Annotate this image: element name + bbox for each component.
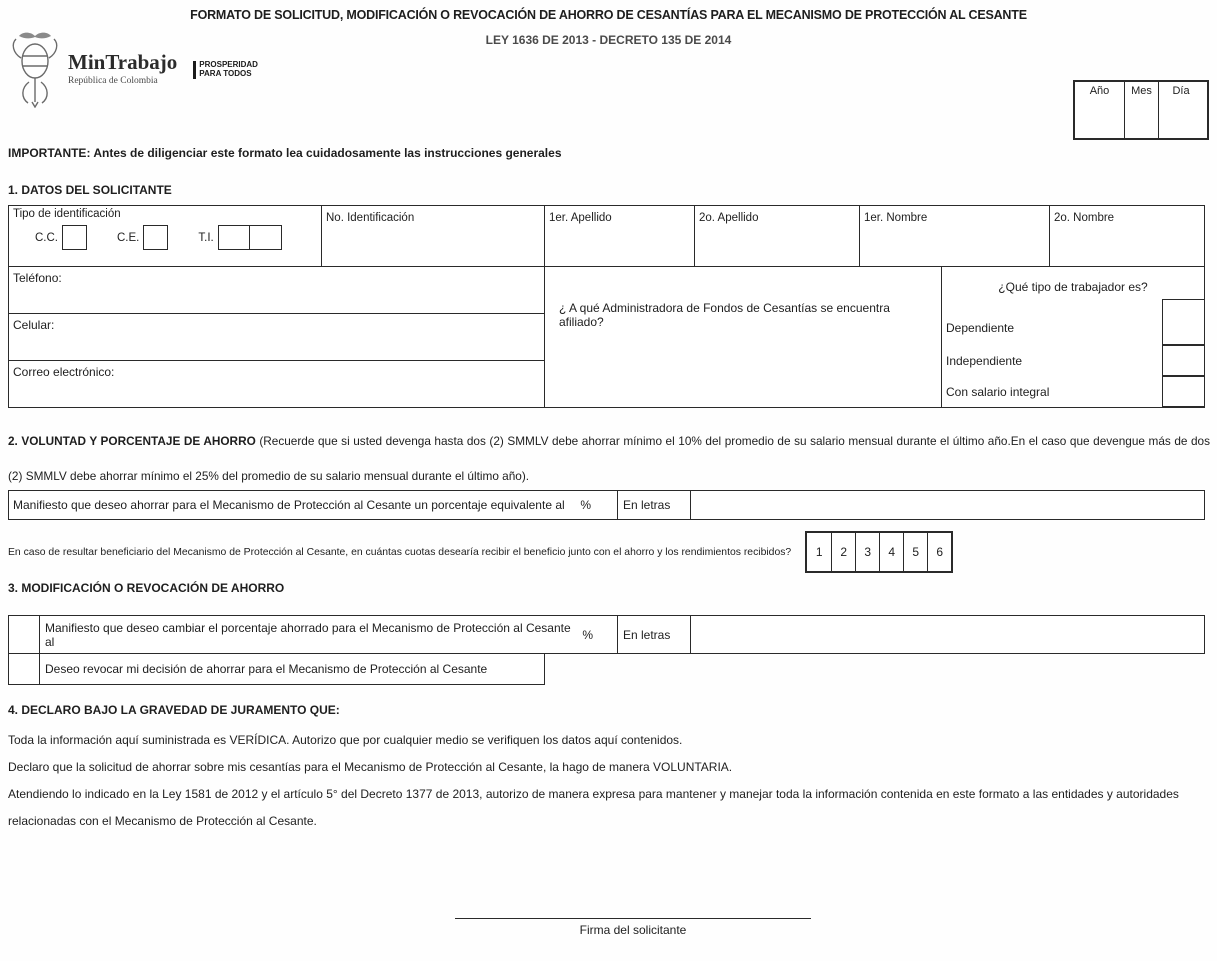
ti-checkbox-2[interactable] [249,225,282,250]
form-subtitle: LEY 1636 DE 2013 - DECRETO 135 DE 2014 [485,33,732,47]
in-letters-label: En letras [623,498,671,512]
mintrabajo-logo [8,28,258,108]
declaration-section [8,703,1210,835]
modify-statement: Manifiesto que deseo cambiar el porcentaje ahorrado para el Mecanismo de Protección al Cesante al [45,620,571,649]
worker-type-row-independiente [942,345,1204,376]
date-year-cell[interactable] [1075,82,1124,138]
day-label: Día [1172,85,1190,97]
cc-checkbox[interactable] [62,225,87,250]
section4-title: 4. DECLARO BAJO LA GRAVEDAD DE JURAMENTO QUE: [8,703,340,717]
percent-symbol: % [580,498,591,512]
modify-row [8,615,1205,654]
revoke-row [8,654,545,685]
installment-option-3[interactable]: 3 [855,533,879,571]
installments-row [8,531,1205,573]
month-label: Mes [1131,85,1152,97]
salario-integral-checkbox[interactable] [1162,376,1205,407]
cc-label: C.C. [35,231,58,244]
modify-in-letters-label-cell [617,616,690,653]
revoke-statement: Deseo revocar mi decisión de ahorrar para el Mecanismo de Protección al Cesante [45,662,488,676]
date-day-cell[interactable] [1158,82,1203,138]
date-box [1073,80,1209,140]
installment-option-5[interactable]: 5 [903,533,927,571]
date-month-cell[interactable] [1124,82,1158,138]
form-title: FORMATO DE SOLICITUD, MODIFICACIÓN O REVOCACIÓN DE AHORRO DE CESANTÍAS PARA EL MECANISMO DE PROTECCIÓN AL CESANTE [190,8,1027,22]
installment-option-6[interactable]: 6 [927,533,951,571]
applicant-data-table [8,205,1205,408]
section3-title: 3. MODIFICACIÓN O REVOCACIÓN DE AHORRO [8,581,285,595]
email-field[interactable] [9,360,544,407]
badge-line1: PROSPERIDAD [199,60,258,70]
id-number-label: No. Identificación [326,212,415,224]
ministry-wordmark [68,50,177,86]
ministry-name: MinTrabajo [68,50,178,74]
worker-type-column [941,267,1204,407]
id-type-cell [9,206,321,266]
signature-area[interactable] [455,918,811,937]
worker-type-row-dependiente [942,311,1204,345]
first-surname-field[interactable] [544,206,694,266]
second-name-label: 2o. Nombre [1054,212,1115,224]
phone-field[interactable] [9,267,544,313]
declaration-1: Toda la información aquí suministrada es VERÍDICA. Autorizo que por cualquier medio se verifiquen los datos aquí contenidos. [8,733,683,747]
salario-integral-label: Con salario integral [946,384,1050,399]
installments-question: En caso de resultar beneficiario del Mecanismo de Protección al Cesante, en cuántas cuotas desearía recibir el beneficio junto con el ahorro y los rendimientos recibidos? [8,546,792,558]
id-number-field[interactable] [321,206,544,266]
independiente-checkbox[interactable] [1162,345,1205,376]
in-letters-label-cell [617,491,690,519]
worker-type-question: ¿Qué tipo de trabajador es? [998,280,1148,294]
savings-statement-cell[interactable] [9,491,617,519]
important-note: IMPORTANTE: Antes de diligenciar este formato lea cuidadosamente las instrucciones generales [8,146,562,160]
revoke-statement-cell [39,654,544,684]
badge-line2: PARA TODOS [199,69,252,78]
ce-label: C.E. [117,231,140,244]
section2-title-note: (Recuerde que si usted devenga hasta dos (2) SMMLV debe ahorrar mínimo el 10% del promedio de su salario mensual durante el último año.En el caso que devengue más de dos (2) SMMLV debe ahorrar mínimo el 25% del promedio de su salario mensual durante el último año). [8,434,1211,483]
mobile-field[interactable] [9,313,544,360]
ti-label: T.I. [198,231,214,244]
revoke-checkbox[interactable] [9,654,39,684]
afc-question-field[interactable] [544,267,941,407]
signature-label: Firma del solicitante [579,923,687,937]
installment-option-4[interactable]: 4 [879,533,903,571]
country-name: República de Colombia [68,76,158,86]
savings-statement: Manifiesto que deseo ahorrar para el Mecanismo de Protección al Cesante un porcentaje equivalente al [13,498,565,512]
modify-in-letters-label: En letras [623,627,671,642]
in-letters-value-field[interactable] [690,491,1204,519]
installments-options [805,531,953,573]
dependiente-checkbox[interactable] [1162,299,1205,345]
dependiente-label: Dependiente [946,321,1015,335]
ce-checkbox[interactable] [143,225,168,250]
modification-table [8,615,1205,685]
phone-label: Teléfono: [13,271,62,285]
modify-in-letters-value-field[interactable] [690,616,1204,653]
second-surname-field[interactable] [694,206,859,266]
first-surname-label: 1er. Apellido [549,212,612,224]
first-name-label: 1er. Nombre [864,212,928,224]
modify-statement-cell[interactable] [39,616,617,653]
first-name-field[interactable] [859,206,1049,266]
worker-type-row-salario-integral [942,376,1204,407]
installment-option-1[interactable]: 1 [815,545,823,559]
contact-row [9,267,1204,407]
second-surname-label: 2o. Apellido [699,212,759,224]
declaration-3: Atendiendo lo indicado en la Ley 1581 de 2012 y el artículo 5° del Decreto 1377 de 2013, autorizo de manera expresa para mantener y manejar toda la información contenida en este formato a las entidades y autoridades relacionadas con el Mecanismo de Protección al Cesante. [8,787,1179,828]
declaration-2: Declaro que la solicitud de ahorrar sobre mis cesantías para el Mecanismo de Protección al Cesante, la hago de manera VOLUNTARIA. [8,760,733,774]
prosperidad-badge [193,61,258,79]
section1-title: 1. DATOS DEL SOLICITANTE [8,183,172,197]
independiente-label: Independiente [946,353,1023,368]
coat-of-arms-icon [8,28,62,108]
installment-option-2[interactable]: 2 [831,533,855,571]
second-name-field[interactable] [1049,206,1204,266]
id-type-label: Tipo de identificación [13,208,121,220]
modify-percent-symbol: % [582,627,593,642]
section2-title: 2. VOLUNTAD Y PORCENTAJE DE AHORRO [8,434,260,448]
modify-checkbox[interactable] [9,616,39,653]
contact-column [9,267,544,407]
mobile-label: Celular: [13,318,55,332]
afc-question-label: ¿ A qué Administradora de Fondos de Cesantías se encuentra afiliado? [559,301,890,329]
identity-header-row [9,206,1204,267]
section2-header [8,424,1210,494]
year-label: Año [1089,85,1110,97]
savings-percentage-row [8,490,1205,520]
ti-checkbox-1[interactable] [218,225,251,250]
email-label: Correo electrónico: [13,365,115,379]
